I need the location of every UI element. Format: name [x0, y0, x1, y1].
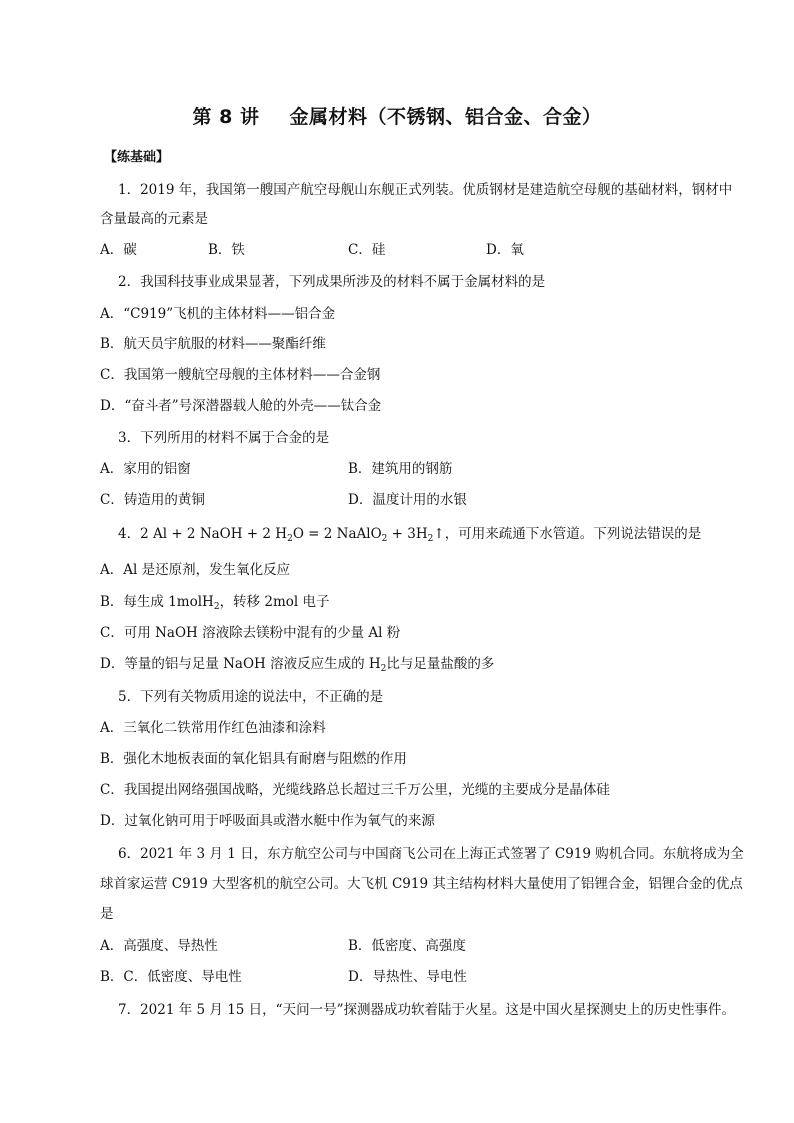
- q2-option-a: A．“C919”飞机的主体材料——铝合金: [100, 306, 336, 322]
- q5-option-c: C．我国提出网络强国战略，光缆线路总长超过三千万公里，光缆的主要成分是晶体硅: [100, 782, 610, 798]
- q4-option-b-text: B．每生成 1molH: [100, 594, 214, 610]
- q4-stem: [118, 522, 701, 544]
- section-heading: 【练基础】: [104, 150, 170, 165]
- q1-stem-line1: 1．2019 年，我国第一艘国产航空母舰山东舰正式列装。优质钢材是建造航空母舰的基础材料，钢材中: [118, 182, 733, 198]
- q4-equation: [140, 526, 445, 542]
- q6-stem-line2: 球首家运营 C919 大型客机的航空公司。大飞机 C919 其主结构材料大量使用了铝锂合金，铝锂合金的优点: [100, 876, 743, 892]
- q3-option-d: D．温度计用的水银: [348, 492, 467, 508]
- q4-eq-sub: 2: [427, 534, 434, 544]
- q4-option-d-text: 比与足量盐酸的多: [386, 656, 495, 672]
- q5-option-a: A．三氧化二铁常用作红色油漆和涂料: [100, 720, 326, 736]
- q4-option-d-sub: 2: [380, 664, 387, 674]
- q4-eq-part: 2 Al + 2 NaOH + 2 H: [140, 526, 288, 542]
- q1-options: [100, 238, 700, 258]
- q4-eq-arrow: ↑: [433, 526, 445, 542]
- q3-options-row2: [100, 488, 700, 508]
- q6-options-row1: [100, 934, 700, 954]
- q3-options-row1: [100, 457, 700, 477]
- q4-eq-part: + 3H: [387, 526, 428, 542]
- q5-option-d: D．过氧化钠可用于呼吸面具或潜水艇中作为氧气的来源: [100, 813, 435, 829]
- lesson-topic: 金属材料（不锈钢、铝合金、合金）: [289, 106, 602, 128]
- q6-stem-line3: 是: [100, 906, 114, 922]
- q2-option-b: B．航天员宇航服的材料——聚酯纤维: [100, 336, 326, 352]
- q4-number: 4．: [118, 526, 141, 542]
- q2-option-c: C．我国第一艘航空母舰的主体材料——合金钢: [100, 367, 381, 383]
- q4-option-c: C．可用 NaOH 溶液除去镁粉中混有的少量 Al 粉: [100, 625, 401, 641]
- q6-option-d: D．导热性、导电性: [348, 969, 467, 985]
- q5-stem: 5．下列有关物质用途的说法中，不正确的是: [118, 689, 384, 705]
- q2-option-d: D．“奋斗者”号深潜器载人舱的外壳——钛合金: [100, 398, 382, 414]
- q6-stem-line1: 6．2021 年 3 月 1 日，东方航空公司与中国商飞公司在上海正式签署了 C919 购机合同。东航将成为全: [118, 846, 744, 862]
- q1-option-a: A．碳: [100, 242, 137, 258]
- q4-option-a: A．Al 是还原剂，发生氧化反应: [100, 562, 291, 578]
- lesson-number: 第 8 讲: [192, 106, 260, 128]
- q4-option-d-text: D．等量的铝与足量 NaOH 溶液反应生成的 H: [100, 656, 381, 672]
- q1-option-c: C．硅: [348, 242, 386, 258]
- q3-option-c: C．铸造用的黄铜: [100, 492, 205, 508]
- q5-option-b: B．强化木地板表面的氧化铝具有耐磨与阻燃的作用: [100, 751, 407, 767]
- q6-option-a: A．高强度、导热性: [100, 938, 218, 954]
- q1-stem-line2: 含量最高的元素是: [100, 211, 208, 227]
- q6-options-row2: [100, 965, 700, 985]
- q7-stem-line1: 7．2021 年 5 月 15 日，“天问一号”探测器成功软着陆于火星。这是中国火星探测史上的历史性事件。: [118, 1002, 735, 1018]
- q1-option-b: B．铁: [208, 242, 245, 258]
- q2-stem: 2．我国科技事业成果显著，下列成果所涉及的材料不属于金属材料的是: [118, 274, 546, 290]
- q4-option-b-sub: 2: [213, 602, 220, 612]
- q4-option-b-text: ，转移 2mol 电子: [219, 594, 330, 610]
- q4-stem-rest: ，可用来疏通下水管道。下列说法错误的是: [444, 526, 702, 542]
- q3-stem: 3．下列所用的材料不属于合金的是: [118, 430, 330, 446]
- q6-option-c: B．C．低密度、导电性: [100, 969, 242, 985]
- q4-eq-sub: 2: [287, 534, 293, 544]
- q6-option-b: B．低密度、高强度: [348, 938, 466, 954]
- q4-eq-sub: 2: [381, 534, 388, 544]
- q1-option-d: D．氧: [486, 242, 524, 258]
- q4-option-d: [100, 652, 494, 674]
- q3-option-a: A．家用的铝窗: [100, 461, 191, 477]
- q4-option-b: [100, 590, 329, 612]
- q3-option-b: B．建筑用的钢筋: [348, 461, 453, 477]
- q4-eq-part: O = 2 NaAlO: [292, 526, 382, 542]
- page-title: [0, 102, 794, 129]
